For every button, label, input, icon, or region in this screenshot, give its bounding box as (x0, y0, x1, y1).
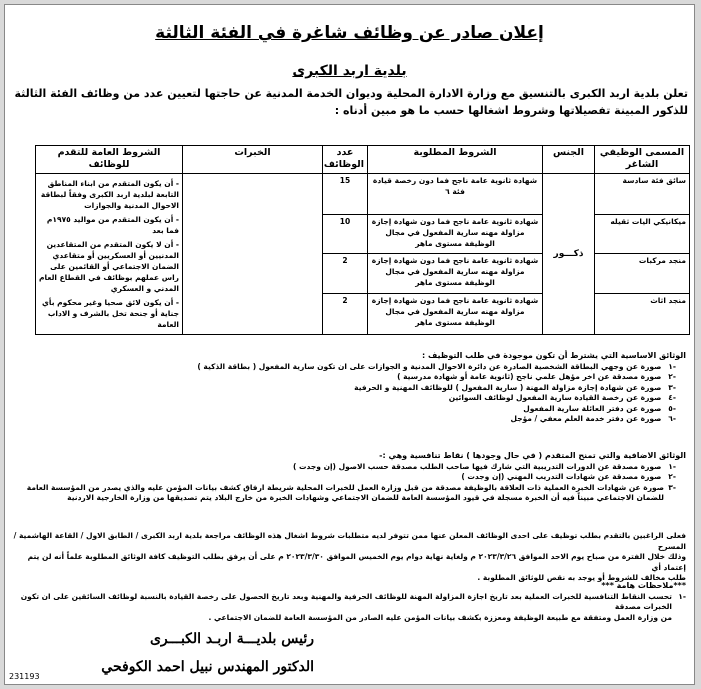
list-item (6, 393, 676, 404)
ad-code: 231193 (9, 672, 40, 681)
col-count: عدد الوظائف (323, 146, 368, 174)
application-line: فعلى الراغبين بالتقدم بطلب توظيف على احدى الوظائف المعلن عنها ممن تتوفر لديه متطلبات شروط اشغال هذه الوظائف مراجعة بلدية اربد الكبرى / الطابق الاول / القاعة الهاشمية / المسرح (13, 531, 686, 551)
list-item (6, 404, 676, 415)
item-text: صورة عن دفتر خدمة العلم معفي / مؤجل (510, 414, 662, 423)
job-title-cell: ميكانيكي اليات ثقيله (595, 215, 690, 254)
requirements-cell: شهادة ثانوية عامة ناجح فما دون رخصة قيادة فئة ٦ (368, 174, 543, 215)
item-number: -٥ (668, 403, 676, 413)
item-text: صورة عن شهادات الخبرة العملية ذات العلاقة بالوظيفة مصدقة من قبل وزارة العمل للخبرات المحلية شريطة ارفاق كشف بيانات المؤمن عليه والذي يصدر من المؤسسة العامة للضمان الاجتماعي مبيناً فيه أن الخبرة مسجلة في قيود المؤسسة العامة للضمان الاجتماعي وشهادات الخبرة من خارج البلاد يتم تصديقها من وزارة الخارجية الاردنية (26, 482, 664, 502)
item-text: صورة عن وجهي البطاقة الشخصية الصادرة عن دائرة الاحوال المدنية و الجوازات على ان تكون سارية المفعول ( بطاقة الذكية ) (197, 361, 662, 371)
note-line: من وزارة العمل ومتفقة مع طبيعة الوظيفة ومعززة بكشف بيانات المؤمن عليه الصادر من المؤسسة العامة للضمان الاجتماعي . (208, 612, 672, 622)
list-item (6, 372, 676, 383)
requirements-cell: شهادة ثانوية عامة ناجح فما دون شهادة إجازة مزاولة مهنه سارية المفعول في مجال الوظيفة مستوى ماهر (368, 215, 543, 254)
general-condition-item: - أن لا يكون المتقدم من المتقاعدين المدنيين أو العسكريين أو متقاعدي الضمان الاجتماعي أو القائمين على راس عملهم بوظائف في القطاع العام المدني و العسكري (39, 240, 179, 293)
item-text: صورة عن شهادة إجازة مزاولة المهنة ( سارية المفعول ) للوظائف المهنية و الحرفية (354, 382, 662, 392)
table-row (36, 174, 690, 215)
application-line: طلب مخالف للشروط أو يوجد به نقص للوثائق المطلوبة . (477, 573, 686, 582)
general-condition-item: - أن يكون المتقدم من مواليد ١٩٧٥م فما بعد (46, 215, 179, 235)
item-number: -٣ (668, 382, 676, 392)
note-item (6, 592, 686, 624)
list-item (6, 414, 676, 425)
list-item (6, 462, 676, 473)
intro-paragraph: تعلن بلدية اربد الكبرى بالتنسيق مع وزارة الادارة المحلية وديوان الخدمة المدنية عن حاجتها لتعيين عدد من وظائف الفئة الثالثة للذكور المبينة تفصيلاتها وشروط اشغالها حسب ما هو مبين أدناه : (14, 87, 688, 117)
general-condition-item: - أن يكون لائق صحيا وغير محكوم بأي جناية أو جنحة تخل بالشرف و الاداب العامة (42, 298, 179, 329)
list-item (6, 472, 676, 483)
list-item (6, 362, 676, 373)
gender-cell: ذكـــور (543, 174, 595, 335)
requirements-cell: شهادة ثانوية عامة ناجح فما دون شهادة إجازة مزاولة مهنه سارية المفعول في مجال الوظيفة مستوى ماهر (368, 293, 543, 334)
item-text: صورة مصدقة عن شهادات التدريب المهني (إن وجدت ) (461, 472, 662, 481)
job-title-cell: سائق فئة سادسة (595, 174, 690, 215)
announcement-page (4, 4, 695, 685)
col-job-title: المسمى الوظيفي الشاغر (595, 146, 690, 174)
signature-name: الدكتور المهندس نبيل احمد الكوفحي (101, 659, 314, 675)
application-section (6, 531, 686, 584)
required-documents-section (6, 351, 686, 425)
item-text: صورة عن دفتر العائلة سارية المفعول (523, 403, 662, 413)
col-general-conditions: الشروط العامة للتقدم للوظائف (36, 146, 183, 174)
item-number: -٤ (668, 393, 676, 402)
col-gender: الجنس (543, 146, 595, 174)
general-condition-item: - أن يكون المتقدم من ابناء المناطق التابعة لبلدية اربد الكبرى وفقاً لبطاقة الاحوال المدنية والجوازات (40, 179, 179, 210)
job-title-cell: منجد اثاث (595, 293, 690, 334)
notes-heading: ***ملاحظات هامة *** (601, 581, 686, 590)
job-title-cell: منجد مركبات (595, 254, 690, 293)
item-number: -٢ (668, 372, 676, 381)
item-number: -١ (678, 591, 686, 601)
experience-cell (183, 174, 323, 335)
application-line: وذلك خلال الفترة من صباح يوم الاحد الموافق ٢٠٢٣/٣/٢٦ م ولغاية نهاية دوام يوم الخميس الموافق ٢٠٢٣/٣/٣٠ م على أن يرفق بطلب التوظيف كافة الوثائق المطلوبة علماً أنه لن يتم إعتماد أي (27, 552, 686, 572)
count-cell: 2 (323, 254, 368, 293)
notes-section (6, 581, 686, 623)
note-line: تحسب النقاط التنافسية للخبرات العملية بعد تاريخ اجازة المزاولة المهنة للوظائف الحرفية والمهنية وبعد تاريخ الحصول على رخصة القيادة بالنسبة لوظائف السائقين على ان تكون الخبرات مصدقة (20, 591, 672, 611)
table-header-row (36, 146, 690, 174)
item-number: -٦ (668, 414, 676, 423)
count-cell: 15 (323, 174, 368, 215)
item-text: صورة مصدقة عن الدورات التدريبية التي شارك فيها صاحب الطلب مصدقة حسب الاصول (إن وجدت ) (292, 461, 662, 471)
organization-name: بلدية اربد الكبرى (292, 63, 407, 79)
item-number: -٣ (668, 482, 676, 492)
col-requirements: الشروط المطلوبة (368, 146, 543, 174)
general-conditions-cell (36, 174, 183, 335)
count-cell: 2 (323, 293, 368, 334)
signature-title: رئيس بلديـــة اربـد الكبـــرى (149, 631, 314, 647)
list-item (6, 383, 676, 394)
extra-documents-section (6, 451, 686, 504)
item-number: -١ (668, 461, 676, 471)
count-cell: 10 (323, 215, 368, 254)
required-documents-heading: الوثائق الاساسية التي يشترط أن تكون موجودة في طلب التوظيف : (422, 351, 686, 360)
item-text: صورة عن رخصة القيادة سارية المفعول لوظائف السوائين (448, 393, 662, 402)
item-number: -١ (668, 361, 676, 371)
vacancies-table (35, 145, 690, 335)
extra-documents-heading: الوثائق الاضافية والتي تمنح المتقدم ( في حال وجودها ) نقاط تنافسية وهي :- (379, 451, 686, 460)
requirements-cell: شهادة ثانوية عامة ناجح فما دون شهادة إجازة مزاولة مهنه سارية المفعول في مجال الوظيفة مستوى ماهر (368, 254, 543, 293)
col-experience: الخبرات (183, 146, 323, 174)
announcement-title: إعلان صادر عن وظائف شاغرة في الفئة الثالثة (155, 23, 544, 43)
item-text: صورة مصدقة عن اخر مؤهل علمي ناجح (ثانوية عامة أو شهادة مدرسية ) (397, 372, 662, 381)
list-item (6, 483, 676, 504)
item-number: -٢ (668, 472, 676, 481)
